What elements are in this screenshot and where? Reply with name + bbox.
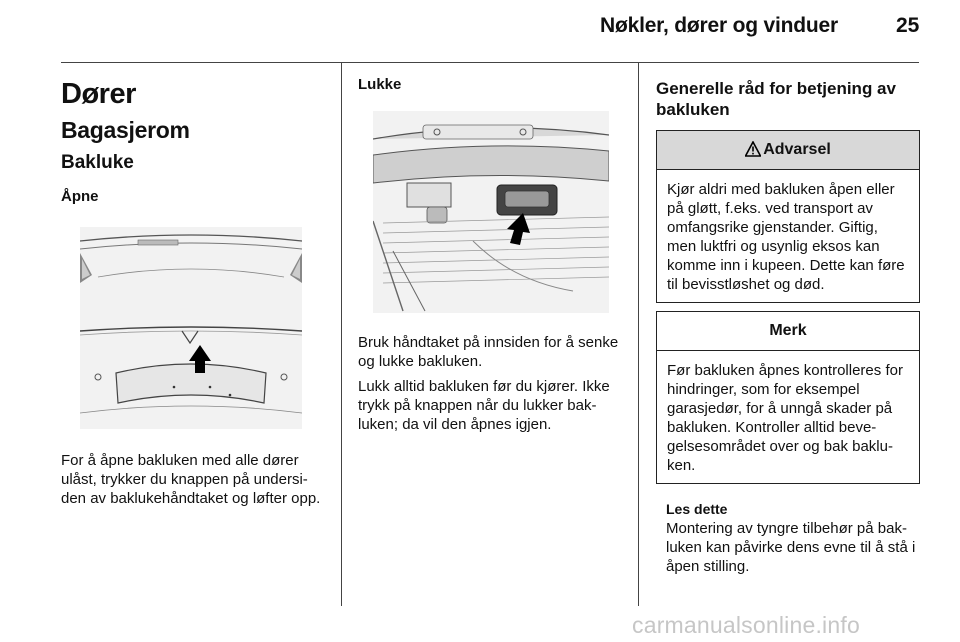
read-this-note — [666, 500, 920, 576]
open-instructions: For å åpne bakluken med alle dører ulåst, trykker du knappen på undersi- den av baklukehåndtaket og løfter opp. — [61, 452, 321, 507]
warning-triangle-icon — [745, 141, 761, 157]
heading-open: Åpne — [61, 188, 99, 205]
warning-title: Advarsel — [763, 141, 831, 158]
heading-doors: Dører — [61, 78, 136, 110]
page-number: 25 — [896, 14, 920, 37]
header-rule — [61, 62, 919, 63]
column-divider-1 — [341, 63, 342, 606]
column-1 — [61, 72, 329, 508]
close-instructions-1: Bruk håndtaket på innsiden for å senke og lukke bakluken. — [358, 334, 619, 370]
heading-trunk: Bagasjerom — [61, 117, 190, 143]
tailgate-open-illustration — [80, 227, 302, 429]
notice-box — [656, 311, 920, 484]
warning-header — [657, 131, 919, 170]
notice-title: Merk — [657, 312, 919, 351]
watermark: carmanualsonline.info — [632, 612, 860, 638]
tailgate-close-illustration — [373, 111, 609, 313]
column-divider-2 — [638, 63, 639, 606]
page-header-title: Nøkler, dører og vinduer — [600, 14, 838, 37]
warning-box — [656, 130, 920, 303]
column-3 — [656, 78, 920, 576]
read-this-text: Montering av tyngre tilbehør på bak- luken kan påvirke dens evne til å stå i åpen stilling. — [666, 520, 916, 575]
heading-close: Lukke — [358, 76, 402, 93]
close-instructions-2: Lukk alltid bakluken før du kjører. Ikke trykk på knappen når du lukker bak- luken; da vil den åpnes igjen. — [358, 378, 610, 433]
column-2 — [358, 76, 623, 434]
heading-general-advice: Generelle råd for betjening av bakluken — [656, 79, 896, 119]
read-this-title: Les dette — [666, 501, 728, 517]
heading-tailgate: Bakluke — [61, 152, 134, 173]
notice-text: Før bakluken åpnes kontrolleres for hindringer, som for eksempel garasjedør, for å unngå skader på bakluken. Kontroller alltid beve- gelsesområdet over og bak baklu- ken. — [667, 362, 903, 474]
warning-text: Kjør aldri med bakluken åpen eller på gløtt, f.eks. ved transport av omfangsrike gjenstander. Giftig, men luktfri og usynlig eksos kan komme inn i kupeen. Dette kan føre til bevisstløshet og død. — [667, 181, 905, 293]
